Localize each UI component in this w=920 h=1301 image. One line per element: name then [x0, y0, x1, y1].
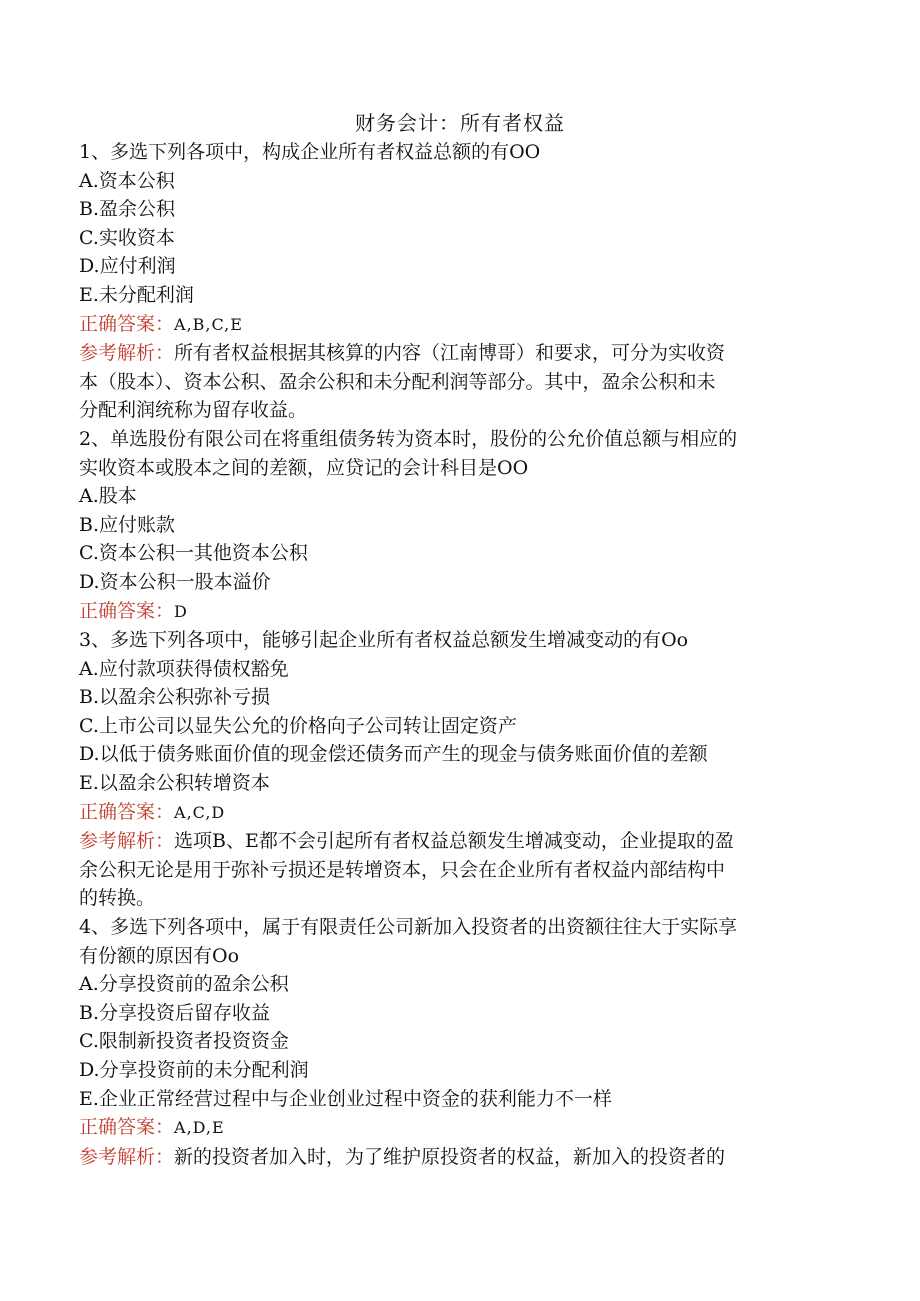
question-2-option-a: A.股本 — [79, 485, 137, 508]
question-3-option-c: C.上市公司以显失公允的价格向子公司转让固定资产 — [79, 714, 517, 737]
question-3-option-e: E.以盈余公积转增资本 — [79, 772, 270, 795]
analysis-text: 新的投资者加入时，为了维护原投资者的权益，新加入的投资者的 — [174, 1145, 726, 1168]
question-4-stem-line-1: 4、多选下列各项中，属于有限责任公司新加入投资者的出资额往往大于实际享 — [79, 916, 738, 939]
question-1-analysis-line-1 — [79, 339, 841, 368]
question-2-option-c: C.资本公积一其他资本公积 — [79, 542, 308, 565]
answer-label: 正确答案： — [79, 800, 175, 823]
document-page — [79, 108, 841, 1171]
question-4-option-d: D.分享投资前的未分配利润 — [79, 1059, 309, 1081]
question-4-answer — [79, 1113, 841, 1143]
analysis-label: 参考解析： — [79, 1145, 175, 1168]
question-3-option-b: B.以盈余公积弥补亏损 — [79, 686, 271, 709]
question-2-stem-line-1: 2、单选股份有限公司在将重组债务转为资本时，股份的公允价值总额与相应的 — [79, 427, 738, 450]
answer-value: A,B,C,E — [174, 314, 243, 334]
question-3-option-d: D.以低于债务账面价值的现金偿还债务而产生的现金与债务账面价值的差额 — [79, 743, 708, 766]
analysis-label: 参考解析： — [79, 830, 175, 853]
answer-label: 正确答案： — [79, 599, 175, 622]
question-3-analysis-line-3: 的转换。 — [79, 887, 156, 910]
question-4-option-c: C.限制新投资者投资资金 — [79, 1030, 289, 1053]
question-1-analysis-line-3: 分配利润统称为留存收益。 — [79, 399, 308, 422]
answer-value: D — [174, 601, 188, 621]
question-2-stem-line-2: 实收资本或股本之间的差额，应贷记的会计科目是OO — [79, 456, 529, 479]
question-4-option-a: A.分享投资前的盈余公积 — [79, 973, 289, 996]
question-3-analysis-line-2: 余公积无论是用于弥补亏损还是转增资本，只会在企业所有者权益内部结构中 — [79, 858, 726, 881]
question-2 — [79, 425, 841, 626]
question-1-option-a: A.资本公积 — [79, 169, 175, 192]
question-1-option-d: D.应付利润 — [79, 255, 176, 278]
question-1-analysis-line-2: 本（股本）、资本公积、盈余公积和未分配利润等部分。其中，盈余公积和未 — [79, 370, 716, 393]
question-2-option-b: B.应付账款 — [79, 513, 176, 536]
question-3-stem: 3、多选下列各项中，能够引起企业所有者权益总额发生增减变动的有Oo — [79, 629, 689, 652]
question-3-option-a: A.应付款项获得债权豁免 — [79, 657, 289, 680]
question-3 — [79, 626, 841, 913]
question-1-stem: 1、多选下列各项中，构成企业所有者权益总额的有OO — [79, 141, 541, 163]
answer-label: 正确答案： — [79, 1116, 175, 1139]
question-4 — [79, 913, 841, 1171]
question-4-analysis-line-1 — [79, 1143, 841, 1172]
question-1-option-e: E.未分配利润 — [79, 283, 194, 306]
question-4-stem-line-2: 有份额的原因有Oo — [79, 944, 240, 967]
answer-value: A,D,E — [174, 1118, 225, 1138]
analysis-text: 选项B、E都不会引起所有者权益总额发生增减变动，企业提取的盈 — [174, 830, 734, 853]
analysis-label: 参考解析： — [79, 342, 175, 365]
question-3-analysis-line-1 — [79, 827, 841, 856]
question-2-option-d: D.资本公积一股本溢价 — [79, 570, 271, 593]
question-2-answer — [79, 597, 841, 627]
analysis-text: 所有者权益根据其核算的内容（江南博哥）和要求，可分为实收资 — [174, 342, 726, 365]
question-1 — [79, 138, 841, 425]
question-1-answer — [79, 310, 841, 340]
question-3-answer — [79, 798, 841, 828]
answer-label: 正确答案： — [79, 312, 175, 335]
question-4-option-e: E.企业正常经营过程中与企业创业过程中资金的获利能力不一样 — [79, 1087, 612, 1110]
document-title: 财务会计：所有者权益 — [355, 111, 565, 135]
question-1-option-c: C.实收资本 — [79, 226, 175, 249]
question-1-option-b: B.盈余公积 — [79, 198, 176, 221]
answer-value: A,C,D — [174, 802, 226, 822]
question-4-option-b: B.分享投资后留存收益 — [79, 1001, 271, 1024]
